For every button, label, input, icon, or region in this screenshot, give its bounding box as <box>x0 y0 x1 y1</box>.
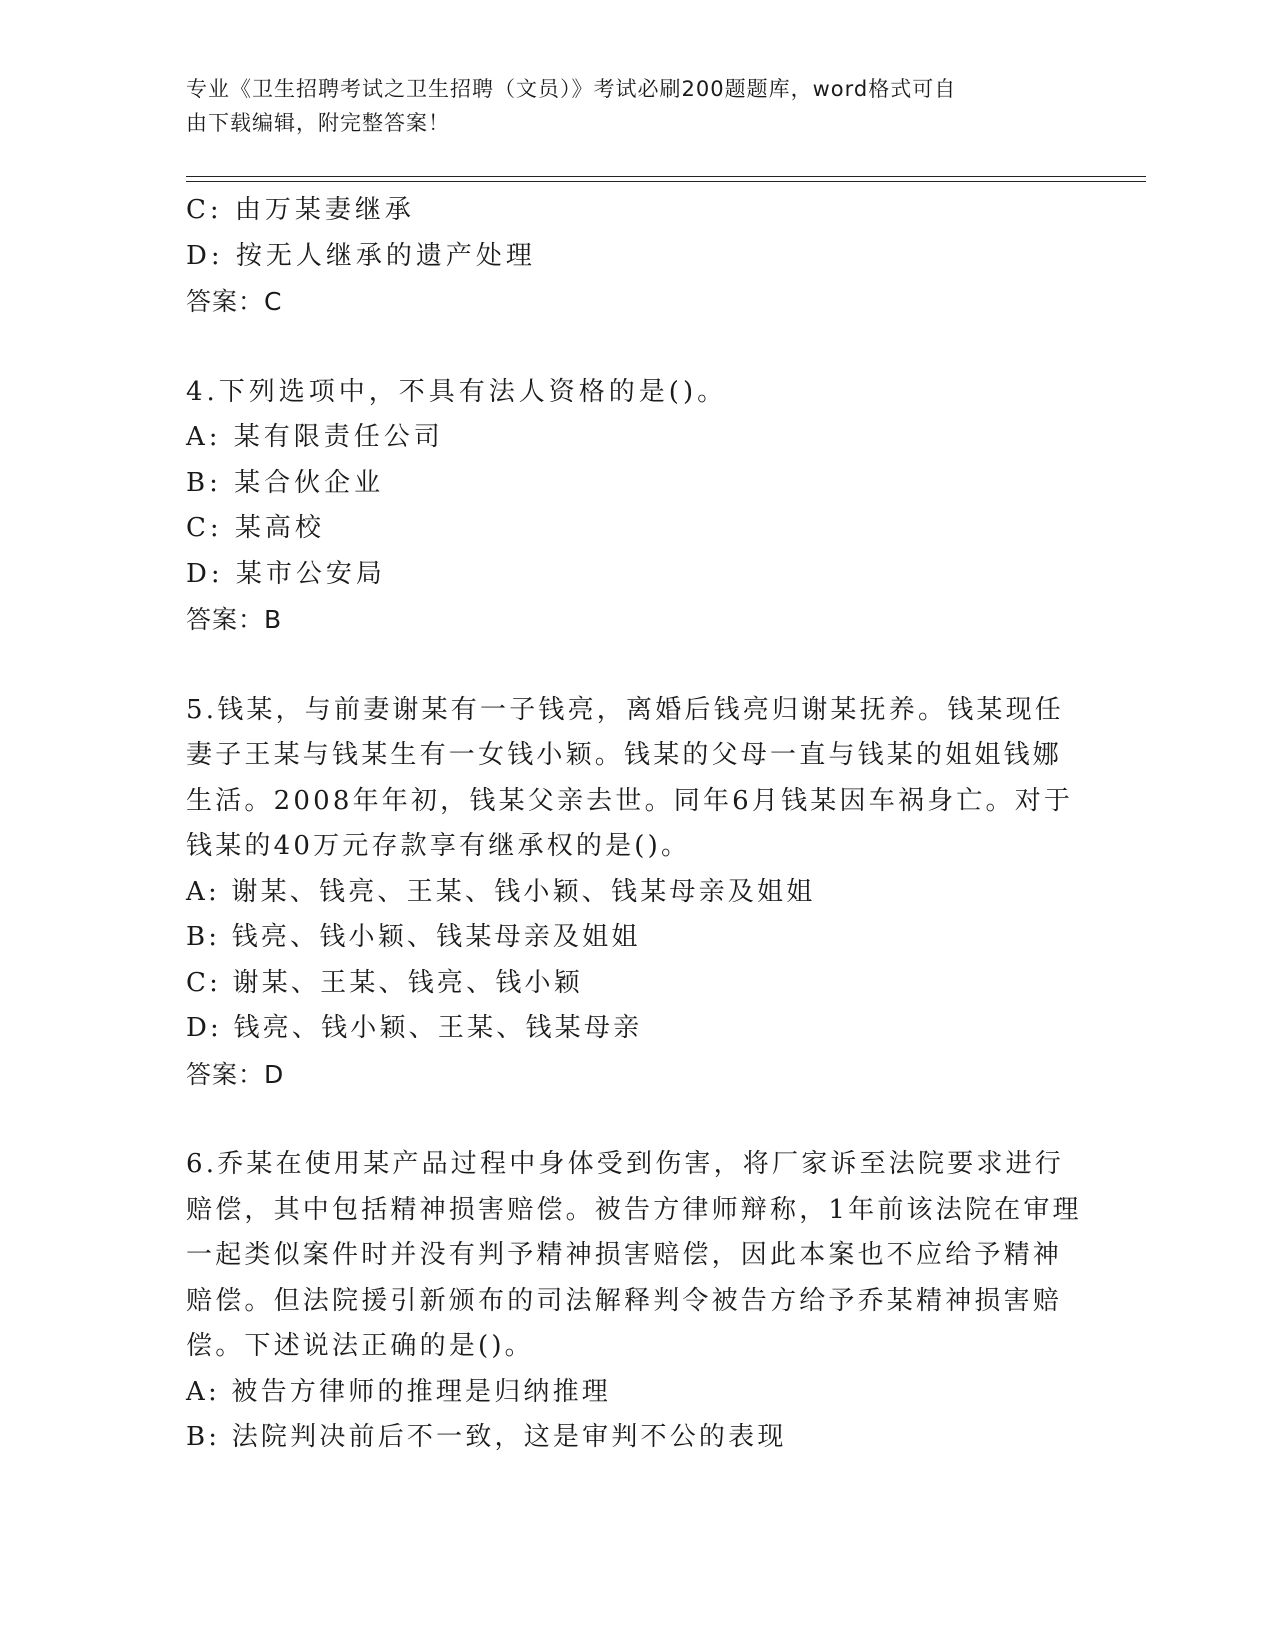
question-3-tail <box>186 188 1086 325</box>
q5-option-a: A: 谢某、钱亮、王某、钱小颖、钱某母亲及姐姐 <box>186 876 816 907</box>
header-divider-top <box>186 176 1146 177</box>
q5-option-d: D: 钱亮、钱小颖、王某、钱某母亲 <box>186 1013 643 1043</box>
question-content <box>186 188 1086 1461</box>
q5-stem-line-4: 钱某的40万元存款享有继承权的是()。 <box>186 831 691 861</box>
q3-option-c: C: 由万某妻继承 <box>186 195 415 225</box>
q6-stem-line-1: 6.乔某在使用某产品过程中身体受到伤害，将厂家诉至法院要求进行 <box>186 1149 1065 1179</box>
q6-option-a: A: 被告方律师的推理是归纳推理 <box>186 1376 612 1407</box>
question-4 <box>186 370 1086 643</box>
q4-option-d: D: 某市公安局 <box>186 558 386 589</box>
question-5 <box>186 688 1086 1098</box>
q3-option-d: D: 按无人继承的遗产处理 <box>186 240 536 271</box>
q6-option-b: B: 法院判决前后不一致，这是审判不公的表现 <box>186 1422 787 1452</box>
q5-option-c: C: 谢某、王某、钱亮、钱小颖 <box>186 967 583 998</box>
q5-answer: 答案：D <box>186 1059 285 1089</box>
q3-answer: 答案：C <box>186 287 283 316</box>
q5-option-b: B: 钱亮、钱小颖、钱某母亲及姐姐 <box>186 922 641 952</box>
q5-stem-line-3: 生活。2008年年初，钱某父亲去世。同年6月钱某因车祸身亡。对于 <box>186 785 1074 816</box>
q5-stem-line-1: 5.钱某，与前妻谢某有一子钱亮，离婚后钱亮归谢某抚养。钱某现任 <box>186 694 1065 725</box>
header-divider-bottom <box>186 181 1146 182</box>
q4-option-a: A: 某有限责任公司 <box>186 422 444 452</box>
spacer <box>186 1097 1086 1142</box>
q4-option-b: B: 某合伙企业 <box>186 467 385 498</box>
header-line-1: 专业《卫生招聘考试之卫生招聘（文员）》考试必刷200题题库，word格式可自 <box>186 77 957 101</box>
q6-stem-line-2: 赔偿，其中包括精神损害赔偿。被告方律师辩称，1年前该法院在审理 <box>186 1194 1082 1225</box>
q6-stem-line-5: 偿。下述说法正确的是()。 <box>186 1331 534 1361</box>
q4-option-c: C: 某高校 <box>186 513 325 543</box>
question-6 <box>186 1142 1086 1461</box>
q5-stem-line-2: 妻子王某与钱某生有一女钱小颖。钱某的父母一直与钱某的姐姐钱娜 <box>186 740 1063 770</box>
header-line-2: 由下载编辑，附完整答案！ <box>186 111 450 135</box>
spacer <box>186 325 1086 370</box>
page-header <box>186 72 1066 140</box>
spacer <box>186 643 1086 688</box>
q6-stem-line-4: 赔偿。但法院援引新颁布的司法解释判令被告方给予乔某精神损害赔 <box>186 1285 1063 1316</box>
q4-answer: 答案：B <box>186 605 283 634</box>
q6-stem-line-3: 一起类似案件时并没有判予精神损害赔偿，因此本案也不应给予精神 <box>186 1240 1063 1270</box>
q4-stem: 4.下列选项中，不具有法人资格的是()。 <box>186 376 728 407</box>
